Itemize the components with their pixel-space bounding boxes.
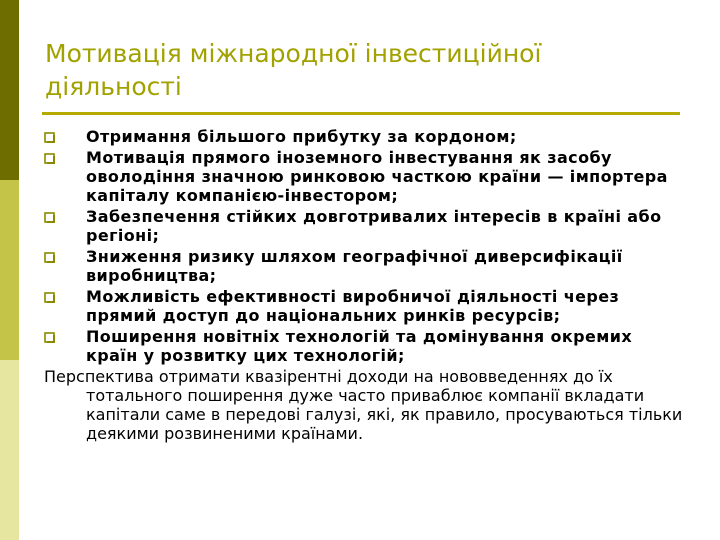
hollow-square-icon [44,132,55,143]
side-bar-top [0,0,19,180]
bullet-text: Мотивація прямого іноземного інвестування як засобу оволодіння значною ринковою часткою країни — імпортера капіталу компанією-інвестором; [86,148,668,205]
hollow-square-icon [44,292,55,303]
list-item [44,207,684,245]
list-item [44,327,684,365]
title-underline [42,112,680,115]
bullet-text: Зниження ризику шляхом географічної диверсифікації виробництва; [86,247,623,285]
list-item [44,127,684,146]
bullet-text: Отримання більшого прибутку за кордоном; [86,127,517,146]
bullet-list [44,127,684,365]
side-bar-bottom [0,360,19,540]
bullet-text: Поширення новітніх технологій та домінування окремих країн у розвитку цих технологій; [86,327,633,365]
hollow-square-icon [44,212,55,223]
slide-content [44,127,684,443]
hollow-square-icon [44,252,55,263]
bullet-text: Можливість ефективності виробничої діяльності через прямий доступ до національних ринків ресурсів; [86,287,620,325]
hollow-square-icon [44,332,55,343]
closing-paragraph: Перспектива отримати квазірентні доходи на нововведеннях до їх тотального поширення дуже часто приваблює компанії вкладати капітали саме в передові галузі, які, як правило, просуваються тільки деякими розвиненими країнами. [44,367,683,443]
slide-title: Мотивація міжнародної інвестиційної діяльності [45,39,542,101]
bullet-text: Забезпечення стійких довготривалих інтересів в країні або регіоні; [86,207,662,245]
list-item [44,287,684,325]
side-bar-middle [0,180,19,360]
list-item [44,247,684,285]
hollow-square-icon [44,153,55,164]
list-item [44,148,684,205]
